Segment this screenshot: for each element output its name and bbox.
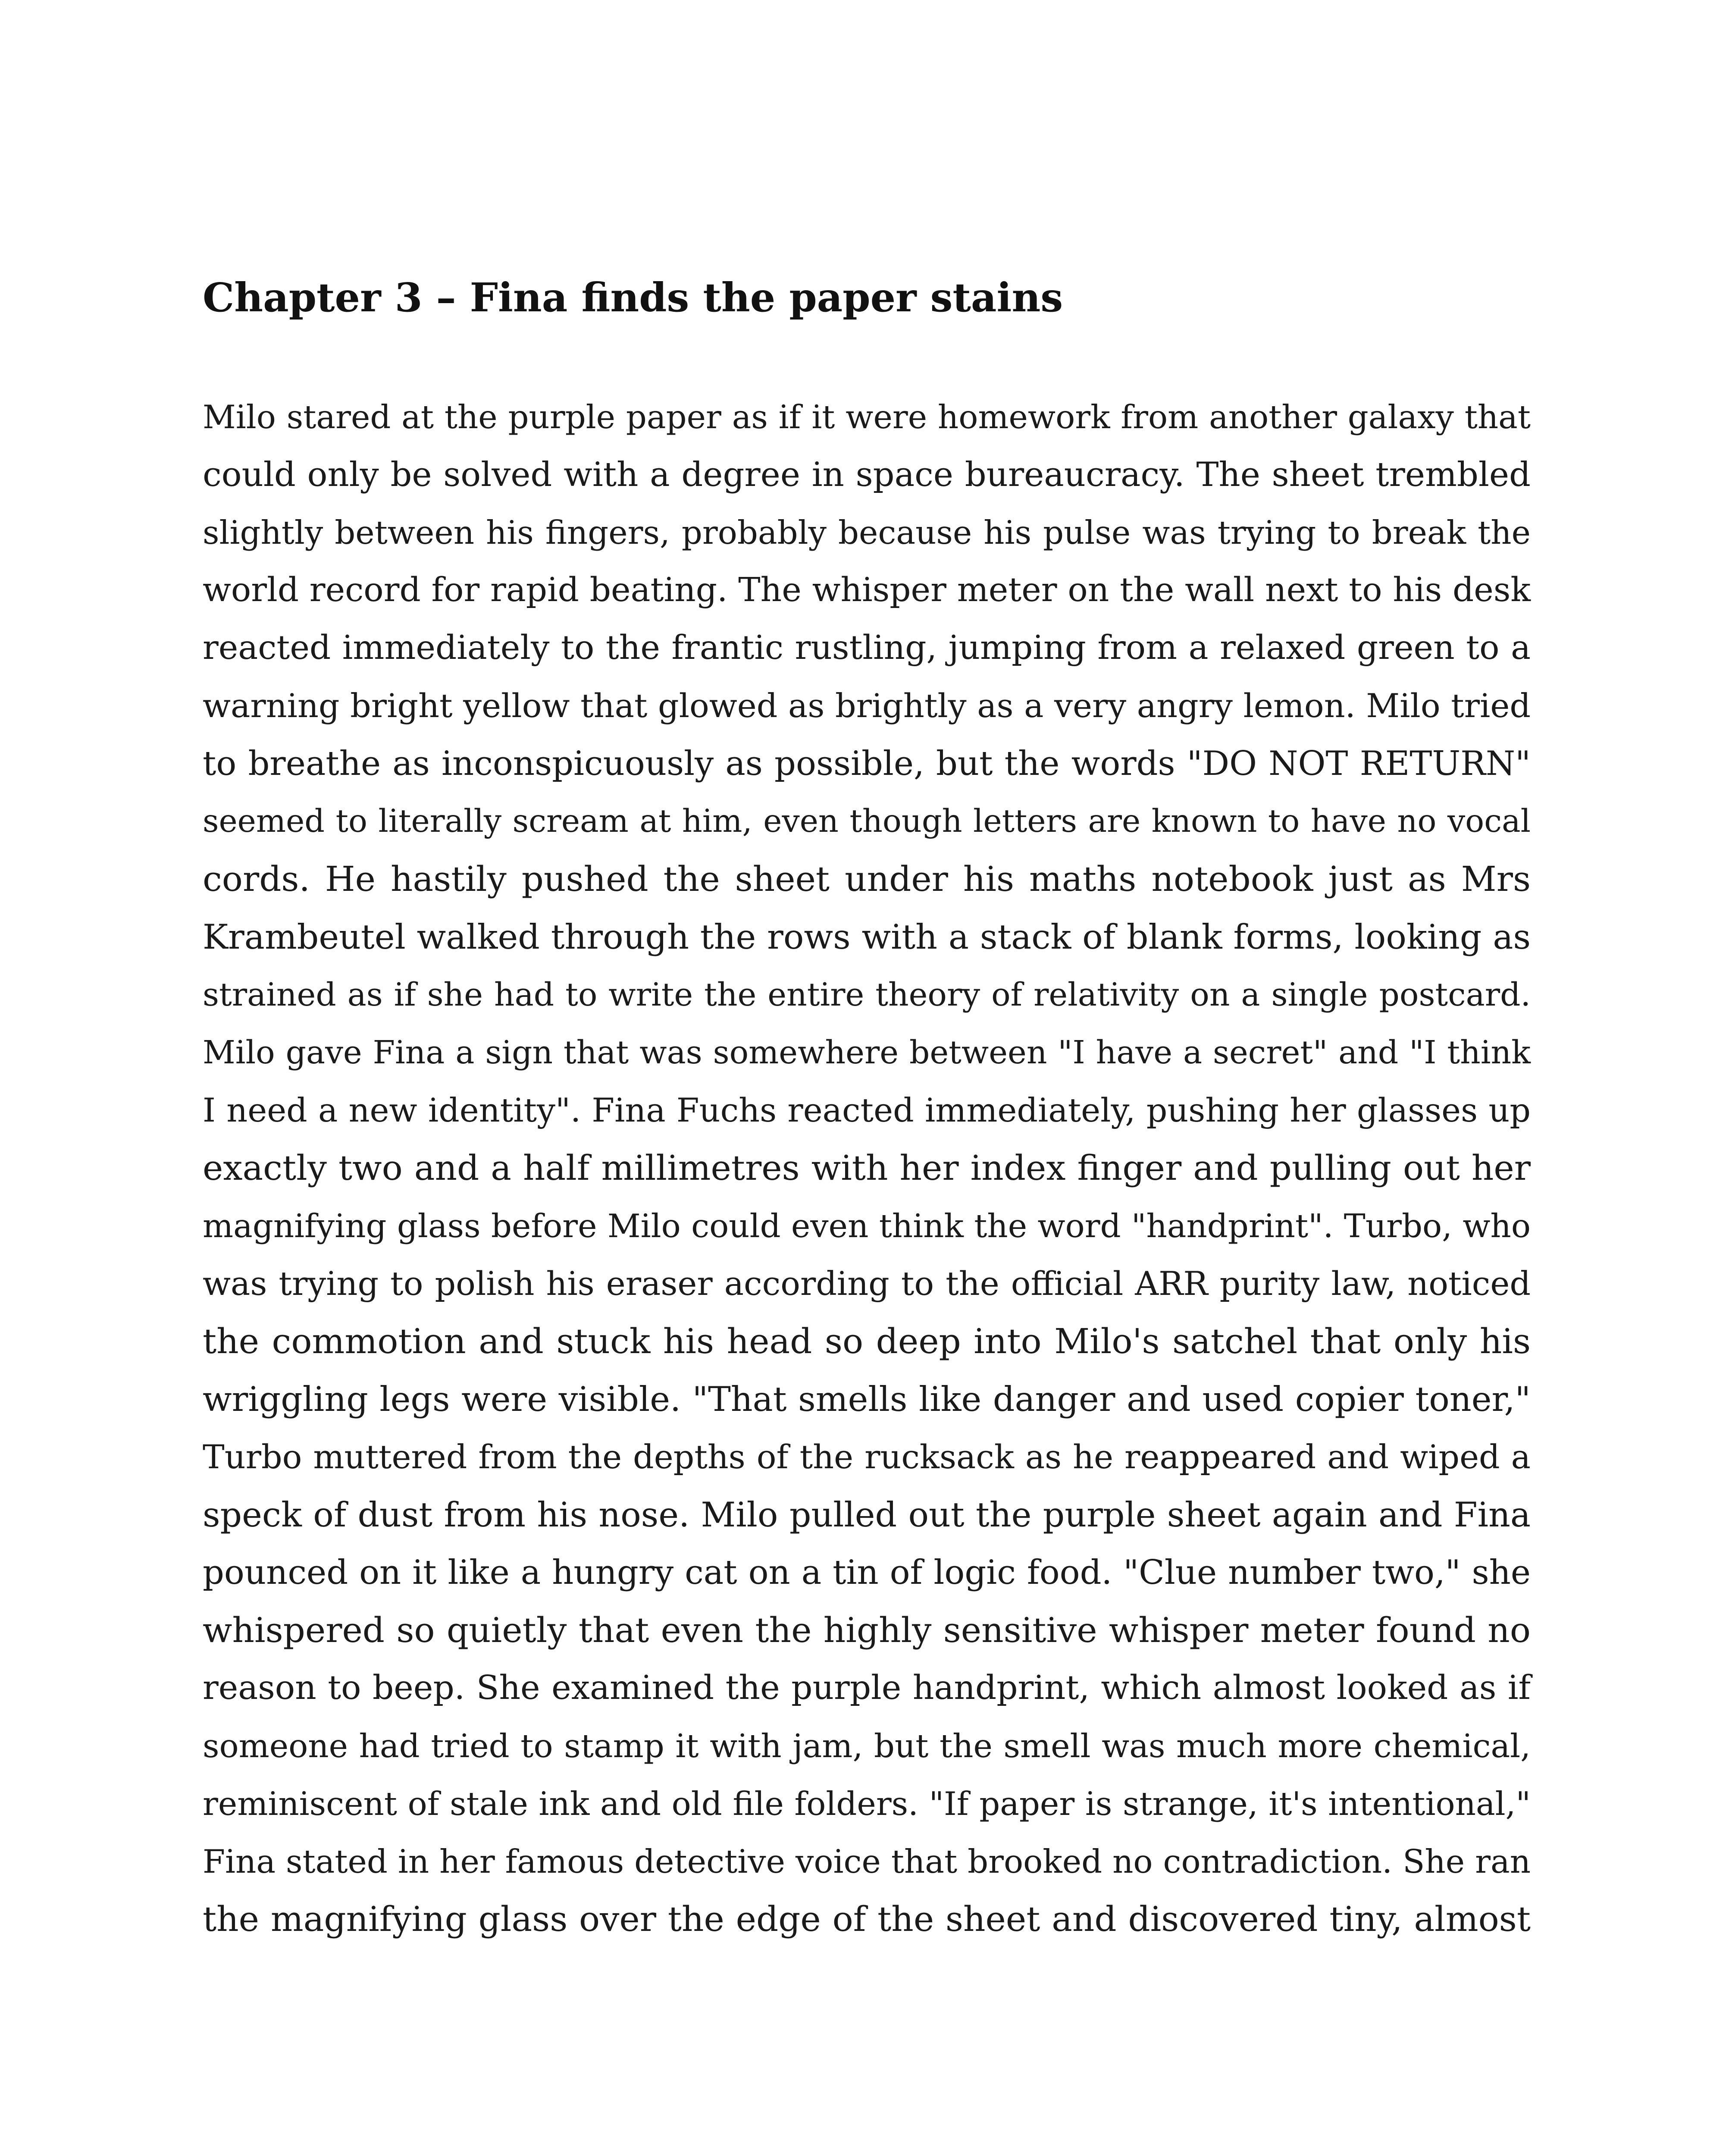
text-line: strained as if she had to write the entire theory of relativity on a single postcard. <box>203 976 1531 1013</box>
text-line: pounced on it like a hungry cat on a tin of logic food. "Clue number two," she <box>203 1553 1531 1592</box>
text-line: Milo gave Fina a sign that was somewhere between "I have a secret" and "I think <box>203 1034 1531 1071</box>
text-line: reminiscent of stale ink and old file folders. "If paper is strange, it's intentional," <box>203 1785 1531 1823</box>
text-line: could only be solved with a degree in space bureaucracy. The sheet trembled <box>203 455 1531 494</box>
text-line: was trying to polish his eraser according to the official ARR purity law, noticed <box>203 1264 1531 1303</box>
text-line: the commotion and stuck his head so deep into Milo's satchel that only his <box>203 1321 1531 1361</box>
text-line: warning bright yellow that glowed as brightly as a very angry lemon. Milo tried <box>203 686 1531 725</box>
text-line: reason to beep. She examined the purple handprint, which almost looked as if <box>203 1669 1531 1707</box>
text-line: exactly two and a half millimetres with her index finger and pulling out her <box>203 1148 1531 1188</box>
text-line: reacted immediately to the frantic rustling, jumping from a relaxed green to a <box>203 629 1531 667</box>
text-line: I need a new identity". Fina Fuchs reacted immediately, pushing her glasses up <box>203 1091 1531 1129</box>
text-line: seemed to literally scream at him, even though letters are known to have no vocal <box>203 803 1531 840</box>
body-paragraph <box>203 388 1531 1948</box>
text-line: speck of dust from his nose. Milo pulled out the purple sheet again and Fina <box>203 1495 1531 1535</box>
text-line: magnifying glass before Milo could even think the word "handprint". Turbo, who <box>203 1207 1531 1245</box>
text-line: wriggling legs were visible. "That smells like danger and used copier toner," <box>203 1379 1531 1419</box>
text-line: Fina stated in her famous detective voice that brooked no contradiction. She ran <box>203 1843 1531 1880</box>
text-line: Milo stared at the purple paper as if it were homework from another galaxy that <box>203 398 1531 436</box>
text-line: someone had tried to stamp it with jam, but the smell was much more chemical, <box>203 1727 1531 1765</box>
text-line: the magnifying glass over the edge of the sheet and discovered tiny, almost <box>203 1899 1531 1939</box>
text-line: world record for rapid beating. The whisper meter on the wall next to his desk <box>203 571 1531 609</box>
chapter-title: Chapter 3 – Fina finds the paper stains <box>203 274 1063 321</box>
text-line: to breathe as inconspicuously as possible, but the words "DO NOT RETURN" <box>203 744 1531 783</box>
text-line: Turbo muttered from the depths of the rucksack as he reappeared and wiped a <box>203 1438 1531 1476</box>
text-line: cords. He hastily pushed the sheet under his maths notebook just as Mrs <box>203 859 1531 899</box>
text-line: slightly between his fingers, probably because his pulse was trying to break the <box>203 514 1531 552</box>
text-line: Krambeutel walked through the rows with a stack of blank forms, looking as <box>203 917 1531 957</box>
text-line: whispered so quietly that even the highly sensitive whisper meter found no <box>203 1610 1531 1650</box>
